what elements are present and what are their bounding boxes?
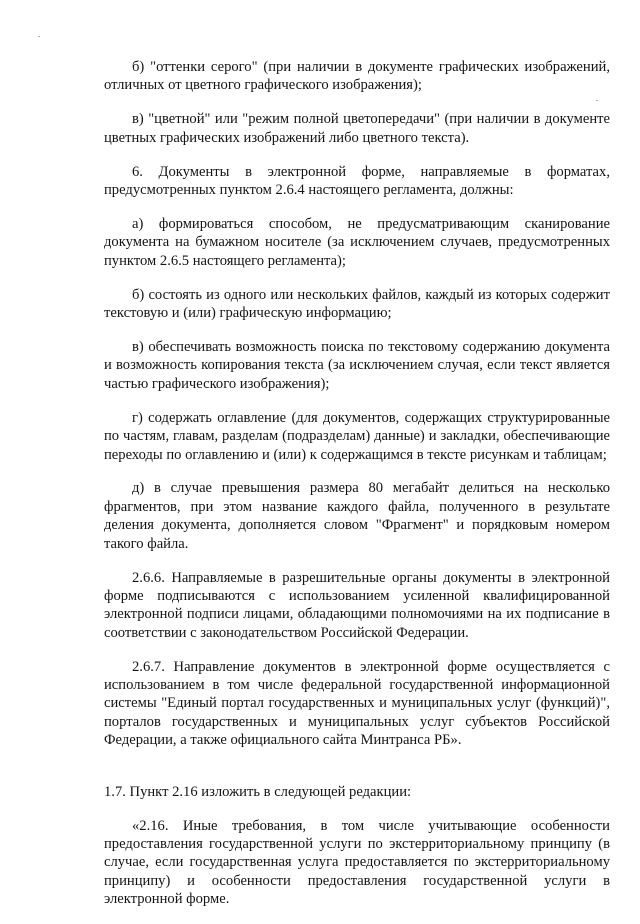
paragraph-1-7-heading: 1.7. Пункт 2.16 изложить в следующей редакции: (104, 783, 412, 800)
paragraph-v-color: в) "цветной" или "режим полной цветопередачи" (при наличии в документе цветных графических изображений либо цветного текста). (104, 111, 610, 146)
paragraph-d-fragments: д) в случае превышения размера 80 мегабайт делиться на несколько фрагментов, при этом название каждого файла, полученного в результате деления документа, дополняется словом "Фрагмент" и порядковым номером такого файла. (104, 480, 610, 552)
paragraph-b-files: б) состоять из одного или нескольких файлов, каждый из которых содержит текстовую и (или) графическую информацию; (104, 286, 610, 322)
paragraph-b-grayscale: б) "оттенки серого" (при наличии в документе графических изображений, отличных от цветного графического изображения); (104, 59, 610, 94)
paragraph-2-6-7: 2.6.7. Направление документов в электронной форме осуществляется с использованием в том числе федеральной государственной информационной системы "Единый портал государственных и муниципальных услуг (функций)", порталов государственных и муниципальных услуг субъектов Российской Федерации, а также официального сайта Минтранса РБ». (104, 658, 610, 749)
paragraph-2-6-6: 2.6.6. Направляемые в разрешительные органы документы в электронной форме подписываются с использованием усиленной квалифицированной электронной подписи лицами, обладающими полномочиями на их подписание в соответствии с законодательством Российской Федерации. (104, 569, 610, 641)
paragraph-g-toc: г) содержать оглавление (для документов, содержащих структурированные по частям, главам, разделам (подразделам) данные) и закладки, обеспечивающие переходы по оглавлению и (или) к содержащимся в тексте рисункам и таблицам; (104, 409, 610, 463)
paragraph-2-16: «2.16. Иные требования, в том числе учитывающие особенности предоставления государственной услуги по экстерриториальному принципу (в случае, если государственная услуга предоставляется по экстерриториальному принципу) и особенности предоставления государственной услуги в электронной форме. (104, 817, 610, 908)
paragraph-a-no-scanning: а) формироваться способом, не предусматривающим сканирование документа на бумажном носителе (за исключением случаев, предусмотренных пунктом 2.6.5 настоящего регламента); (104, 215, 610, 269)
document-body (104, 58, 610, 924)
scan-speck (38, 36, 40, 37)
paragraph-6-requirements: 6. Документы в электронной форме, направляемые в форматах, предусмотренных пунктом 2.6.4 настоящего регламента, должны: (104, 163, 610, 199)
paragraph-v-search: в) обеспечивать возможность поиска по текстовому содержанию документа и возможность копирования текста (за исключением случая, если текст является частью графического изображения); (104, 338, 610, 392)
